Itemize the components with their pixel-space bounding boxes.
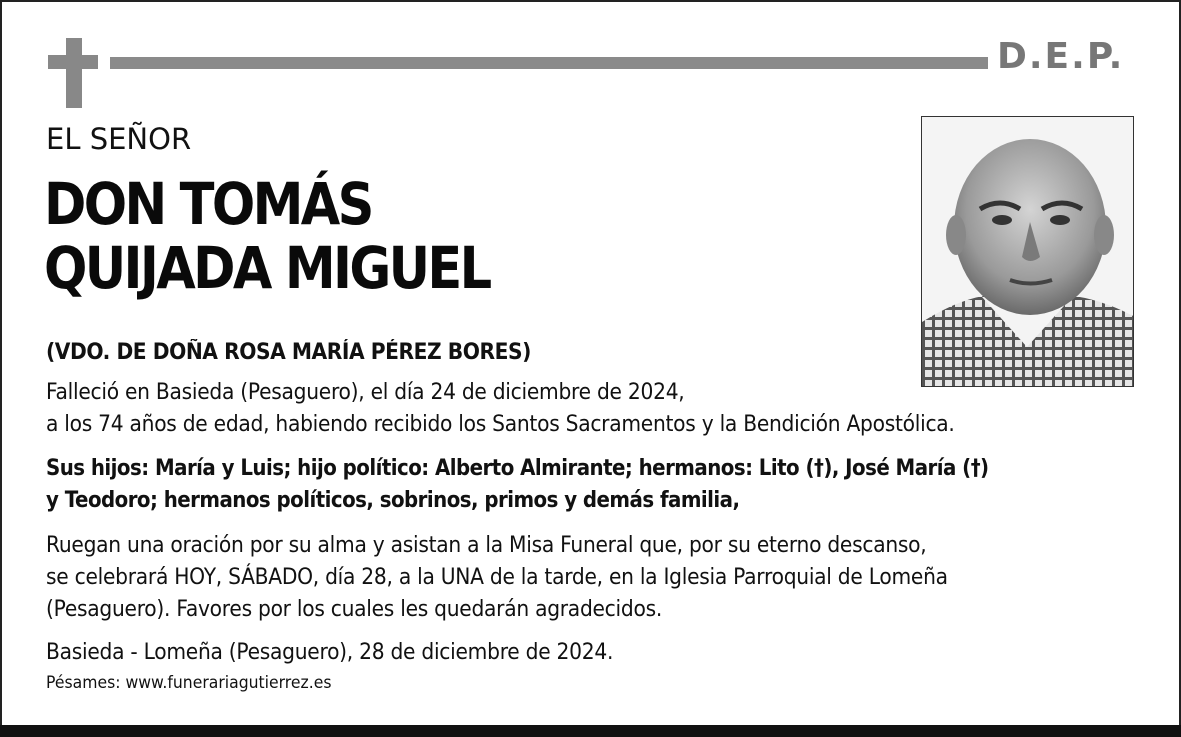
request-line-3: (Pesaguero). Favores por los cuales les quedarán agradecidos. — [46, 597, 662, 622]
name-line-2: QUIJADA MIGUEL — [44, 234, 490, 302]
portrait-image — [922, 117, 1134, 387]
widow-note: (VDO. DE DOÑA ROSA MARÍA PÉREZ BORES) — [46, 340, 531, 365]
death-text — [46, 377, 955, 441]
request-line-1: Ruegan una oración por su alma y asistan a la Misa Funeral que, por su eterno descanso, — [46, 533, 927, 558]
deceased-name — [44, 172, 550, 300]
portrait-photo — [921, 116, 1134, 387]
family-line-1: Sus hijos: María y Luis; hijo político: Alberto Almirante; hermanos: Lito (†), José María (†) — [46, 456, 989, 481]
death-line-2: a los 74 años de edad, habiendo recibido los Santos Sacramentos y la Bendición Apostólica. — [46, 412, 955, 437]
request-line-2: se celebrará HOY, SÁBADO, día 28, a la UNA de la tarde, en la Iglesia Parroquial de Lomeña — [46, 565, 948, 590]
condolences-line: Pésames: www.funerariagutierrez.es — [46, 673, 332, 693]
name-line-1: DON TOMÁS — [44, 170, 372, 238]
family-line-2: y Teodoro; hermanos políticos, sobrinos, primos y demás familia, — [46, 488, 740, 513]
funeral-request — [46, 530, 948, 626]
bottom-border — [0, 725, 1181, 737]
death-line-1: Falleció en Basieda (Pesaguero), el día 24 de diciembre de 2024, — [46, 380, 685, 405]
honorific: EL SEÑOR — [46, 122, 192, 156]
header-rule — [110, 57, 988, 69]
family-text — [46, 453, 989, 517]
place-date: Basieda - Lomeña (Pesaguero), 28 de diciembre de 2024. — [46, 640, 614, 665]
dep-heading: D.E.P. — [997, 36, 1125, 77]
